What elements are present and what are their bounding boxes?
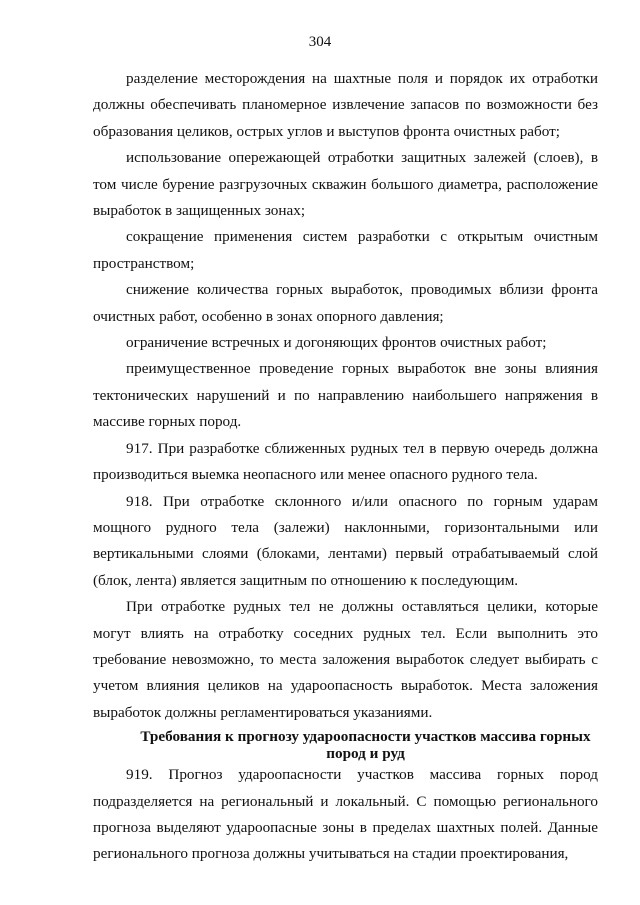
paragraph-tectonic-zones: преимущественное проведение горных выработок вне зоны влияния тектонических нарушений и по направлению наибольшего напряжения в массиве горных пород.: [93, 360, 598, 431]
paragraph-open-stope-reduction: сокращение применения систем разработки с открытым очистным пространством;: [93, 228, 598, 272]
paragraph-fronts-limitation: ограничение встречных и догоняющих фронтов очистных работ;: [126, 334, 547, 352]
paragraph-918: 918. При отработке склонного и/или опасного по горным ударам мощного рудного тела (залежи) наклонными, горизонтальными или вертикальными слоями (блоками, лентами) первый отрабатываемый слой (блок, лента) является защитным по отношению к последующим.: [93, 492, 598, 589]
page-number: 304: [308, 34, 332, 50]
section-heading: Требования к прогнозу удароопасности участков массива горных пород и руд: [140, 728, 591, 763]
paragraph-919: 919. Прогноз удароопасности участков массива горных пород подразделяется на региональный и локальный. С помощью регионального прогноза выделяют удароопасные зоны в пределах шахтных полей. Данные регионального прогноза должны учитываться на стадии проектирования,: [93, 766, 598, 863]
paragraph-917: 917. При разработке сближенных рудных тел в первую очередь должна производиться выемка неопасного или менее опасного рудного тела.: [93, 439, 598, 484]
paragraph-deposit-division: разделение месторождения на шахтные поля и порядок их отработки должны обеспечивать планомерное извлечение запасов по возможности без образования целиков, острых углов и выступов фронта очистных работ;: [93, 70, 598, 140]
paragraph-pillars: При отработке рудных тел не должны оставляться целики, которые могут влиять на отработку соседних рудных тел. Если выполнить это требование невозможно, то места заложения выработок следует выбирать с учетом влияния целиков на удароопасность выработок. Места заложения выработок должны регламентироваться указаниями.: [93, 598, 598, 721]
document-body: [93, 66, 598, 868]
paragraph-protective-layers: использование опережающей отработки защитных залежей (слоев), в том числе бурение разгрузочных скважин большого диаметра, расположение выработок в защищенных зонах;: [93, 149, 598, 220]
paragraph-workings-reduction: снижение количества горных выработок, проводимых вблизи фронта очистных работ, особенно в зонах опорного давления;: [93, 281, 598, 325]
